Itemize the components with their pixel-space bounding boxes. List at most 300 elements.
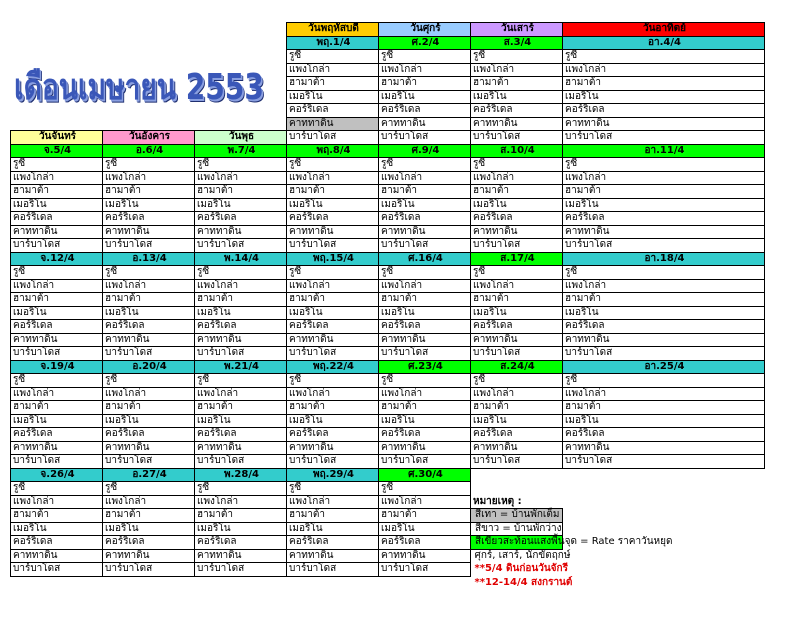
room-cell: คาททาดิน xyxy=(287,333,379,347)
room-cell: คาททาดิน xyxy=(103,225,195,239)
blank-cell xyxy=(195,576,287,590)
room-cell: รูซี่ xyxy=(379,374,471,388)
date-cell: ศ.9/4 xyxy=(379,144,471,158)
room-cell: คาททาดิน xyxy=(195,549,287,563)
room-cell: บาร์บาโดส xyxy=(11,347,103,361)
date-cell: จ.12/4 xyxy=(11,252,103,266)
room-cell: ฮามาต้า xyxy=(563,77,765,91)
day-header: วันพฤหัสบดี xyxy=(287,23,379,37)
date-cell: พฤ.29/4 xyxy=(287,468,379,482)
room-cell: เมอริโน xyxy=(11,306,103,320)
room-cell: คอร์ริเดล xyxy=(11,428,103,442)
room-cell: แพงโกล่า xyxy=(379,387,471,401)
day-header: วันพุธ xyxy=(195,131,287,145)
date-cell: ศ.30/4 xyxy=(379,468,471,482)
room-cell: ฮามาต้า xyxy=(195,293,287,307)
room-cell: เมอริโน xyxy=(379,522,471,536)
room-cell: คอร์ริเดล xyxy=(379,104,471,118)
room-row xyxy=(11,387,765,401)
date-row xyxy=(11,360,765,374)
room-cell: บาร์บาโดส xyxy=(11,239,103,253)
date-cell: พ.14/4 xyxy=(195,252,287,266)
room-cell: บาร์บาโดส xyxy=(195,563,287,577)
date-cell: ศ.23/4 xyxy=(379,360,471,374)
room-cell: รูซี่ xyxy=(379,482,471,496)
date-cell: จ.19/4 xyxy=(11,360,103,374)
date-cell: อ.13/4 xyxy=(103,252,195,266)
blank-cell xyxy=(563,495,765,509)
room-row xyxy=(11,414,765,428)
room-cell: คาททาดิน xyxy=(103,333,195,347)
date-cell: ส.24/4 xyxy=(471,360,563,374)
day-header: วันอาทิตย์ xyxy=(563,23,765,37)
room-row xyxy=(11,549,765,563)
room-cell: เมอริโน xyxy=(103,198,195,212)
blank-cell xyxy=(379,576,471,590)
room-cell: คาททาดิน xyxy=(103,549,195,563)
room-cell: รูซี่ xyxy=(471,374,563,388)
room-cell: คาททาดิน xyxy=(195,225,287,239)
room-cell: คาททาดิน xyxy=(471,225,563,239)
room-cell: บาร์บาโดส xyxy=(11,455,103,469)
room-row xyxy=(11,266,765,280)
room-cell: คอร์ริเดล xyxy=(379,320,471,334)
date-cell: ศ.2/4 xyxy=(379,36,471,50)
room-cell: คอร์ริเดล xyxy=(11,536,103,550)
room-cell: แพงโกล่า xyxy=(103,495,195,509)
room-cell: เมอริโน xyxy=(287,90,379,104)
room-cell: แพงโกล่า xyxy=(195,171,287,185)
room-cell: คาททาดิน xyxy=(563,225,765,239)
room-cell: คาททาดิน xyxy=(103,441,195,455)
blank-cell xyxy=(11,50,103,64)
room-row xyxy=(11,333,765,347)
room-cell: บาร์บาโดส xyxy=(287,455,379,469)
room-cell: เมอริโน xyxy=(195,306,287,320)
room-cell: บาร์บาโดส xyxy=(11,563,103,577)
date-cell: อ.27/4 xyxy=(103,468,195,482)
room-cell: คอร์ริเดล xyxy=(103,428,195,442)
room-cell: เมอริโน xyxy=(287,414,379,428)
room-cell: ฮามาต้า xyxy=(103,401,195,415)
room-cell: รูซี่ xyxy=(103,158,195,172)
room-cell: แพงโกล่า xyxy=(471,171,563,185)
blank-cell xyxy=(563,482,765,496)
room-cell: แพงโกล่า xyxy=(287,387,379,401)
room-cell: คอร์ริเดล xyxy=(563,320,765,334)
date-row xyxy=(11,252,765,266)
room-row xyxy=(11,522,765,536)
room-row xyxy=(11,293,765,307)
room-cell: บาร์บาโดส xyxy=(195,455,287,469)
room-row xyxy=(11,158,765,172)
blank-cell xyxy=(11,576,103,590)
room-cell: เมอริโน xyxy=(471,198,563,212)
room-cell: คอร์ริเดล xyxy=(195,536,287,550)
blank-cell xyxy=(11,104,103,118)
room-cell: ฮามาต้า xyxy=(287,509,379,523)
room-cell: รูซี่ xyxy=(287,266,379,280)
day-header-row xyxy=(11,23,765,37)
legend-gray-text: สีเทา = บ้านพักเต็ม xyxy=(475,509,560,521)
room-cell: คอร์ริเดล xyxy=(471,320,563,334)
legend-white-text: สีขาว = บ้านพักว่าง xyxy=(475,522,562,534)
room-row xyxy=(11,50,765,64)
room-row xyxy=(11,563,765,577)
room-cell: คอร์ริเดล xyxy=(287,428,379,442)
room-cell: เมอริโน xyxy=(379,198,471,212)
room-cell: ฮามาต้า xyxy=(471,77,563,91)
room-row xyxy=(11,509,765,523)
room-cell: ฮามาต้า xyxy=(379,293,471,307)
room-cell: รูซี่ xyxy=(471,266,563,280)
room-cell: ฮามาต้า xyxy=(103,509,195,523)
room-cell: บาร์บาโดส xyxy=(563,455,765,469)
room-row xyxy=(11,212,765,226)
room-cell: บาร์บาโดส xyxy=(471,455,563,469)
legend-green-text-2: ศุกร์, เสาร์, นักขัตฤกษ์ xyxy=(474,549,571,561)
room-cell: ฮามาต้า xyxy=(379,185,471,199)
room-cell: รูซี่ xyxy=(195,158,287,172)
date-cell: อา.25/4 xyxy=(563,360,765,374)
blank-cell xyxy=(563,468,765,482)
room-row xyxy=(11,117,765,131)
room-cell: คอร์ริเดล xyxy=(287,212,379,226)
date-cell: พ.21/4 xyxy=(195,360,287,374)
room-cell: คอร์ริเดล xyxy=(563,104,765,118)
room-cell: แพงโกล่า xyxy=(379,63,471,77)
room-cell: บาร์บาโดส xyxy=(471,239,563,253)
room-row xyxy=(11,63,765,77)
room-cell: รูซี่ xyxy=(287,374,379,388)
room-cell: คาททาดิน xyxy=(471,441,563,455)
booking-calendar xyxy=(10,22,765,590)
room-cell: บาร์บาโดส xyxy=(103,347,195,361)
room-cell: แพงโกล่า xyxy=(287,63,379,77)
room-cell: บาร์บาโดส xyxy=(471,131,563,145)
date-cell: จ.5/4 xyxy=(11,144,103,158)
blank-cell xyxy=(103,77,195,91)
room-cell: ฮามาต้า xyxy=(563,401,765,415)
room-cell: เมอริโน xyxy=(287,198,379,212)
room-cell: คาททาดิน xyxy=(471,117,563,131)
blank-cell xyxy=(103,90,195,104)
room-cell: รูซี่ xyxy=(563,374,765,388)
room-cell: คาททาดิน xyxy=(195,441,287,455)
room-cell: คาททาดิน xyxy=(379,333,471,347)
date-row xyxy=(11,468,765,482)
date-cell: อา.4/4 xyxy=(563,36,765,50)
room-cell: คอร์ริเดล xyxy=(287,104,379,118)
room-cell: เมอริโน xyxy=(563,198,765,212)
room-cell: เมอริโน xyxy=(563,414,765,428)
blank-cell xyxy=(195,77,287,91)
room-cell: ฮามาต้า xyxy=(379,77,471,91)
room-cell: แพงโกล่า xyxy=(379,495,471,509)
room-cell: แพงโกล่า xyxy=(103,279,195,293)
room-cell: ฮามาต้า xyxy=(103,185,195,199)
room-cell: เมอริโน xyxy=(195,522,287,536)
room-cell: บาร์บาโดส xyxy=(287,239,379,253)
date-cell: อ.20/4 xyxy=(103,360,195,374)
room-cell: คอร์ริเดล xyxy=(103,536,195,550)
room-cell: บาร์บาโดส xyxy=(287,563,379,577)
room-cell: แพงโกล่า xyxy=(287,495,379,509)
room-row xyxy=(11,428,765,442)
blank-cell xyxy=(471,468,563,482)
room-row xyxy=(11,104,765,118)
room-cell: บาร์บาโดส xyxy=(563,131,765,145)
room-row xyxy=(11,306,765,320)
room-row xyxy=(11,225,765,239)
blank-cell xyxy=(195,63,287,77)
room-cell: คอร์ริเดล xyxy=(11,212,103,226)
room-cell: บาร์บาโดส xyxy=(471,347,563,361)
date-cell: พ.28/4 xyxy=(195,468,287,482)
room-cell: เมอริโน xyxy=(195,414,287,428)
page-title: เดือนเมษายน 2553 xyxy=(14,67,264,108)
room-cell: แพงโกล่า xyxy=(287,171,379,185)
room-cell: ฮามาต้า xyxy=(471,293,563,307)
room-cell: ฮามาต้า xyxy=(195,185,287,199)
room-cell: คอร์ริเดล xyxy=(471,212,563,226)
room-row xyxy=(11,171,765,185)
room-cell: เมอริโน xyxy=(563,90,765,104)
room-cell: เมอริโน xyxy=(11,522,103,536)
room-cell: เมอริโน xyxy=(287,522,379,536)
room-row xyxy=(11,401,765,415)
room-cell: รูซี่ xyxy=(195,374,287,388)
room-row xyxy=(11,279,765,293)
room-cell: ฮามาต้า xyxy=(11,401,103,415)
date-cell: จ.26/4 xyxy=(11,468,103,482)
room-cell: คอร์ริเดล xyxy=(471,104,563,118)
room-cell: คาททาดิน xyxy=(287,117,379,131)
room-cell: คาททาดิน xyxy=(563,333,765,347)
legend-note-songkran: **12-14/4 สงกรานต์ xyxy=(474,576,573,588)
room-cell: คอร์ริเดล xyxy=(379,212,471,226)
room-cell: คาททาดิน xyxy=(379,225,471,239)
blank-cell xyxy=(103,63,195,77)
room-cell: ฮามาต้า xyxy=(563,185,765,199)
date-cell: อา.18/4 xyxy=(563,252,765,266)
room-cell: คอร์ริเดล xyxy=(195,428,287,442)
room-cell: ฮามาต้า xyxy=(287,185,379,199)
room-cell: คอร์ริเดล xyxy=(471,428,563,442)
room-cell: รูซี่ xyxy=(563,158,765,172)
blank-cell xyxy=(103,23,195,37)
blank-cell xyxy=(103,576,195,590)
date-cell: พฤ.1/4 xyxy=(287,36,379,50)
room-cell: แพงโกล่า xyxy=(195,495,287,509)
room-cell: ฮามาต้า xyxy=(379,509,471,523)
blank-cell xyxy=(11,63,103,77)
room-cell: แพงโกล่า xyxy=(11,495,103,509)
room-cell: เมอริโน xyxy=(103,414,195,428)
blank-cell xyxy=(103,117,195,131)
room-cell: รูซี่ xyxy=(563,266,765,280)
room-row xyxy=(11,482,765,496)
room-cell: ฮามาต้า xyxy=(379,401,471,415)
room-row xyxy=(11,198,765,212)
room-cell: บาร์บาโดส xyxy=(563,347,765,361)
room-cell: บาร์บาโดส xyxy=(103,563,195,577)
room-row xyxy=(11,239,765,253)
room-cell: คอร์ริเดล xyxy=(103,212,195,226)
room-cell: แพงโกล่า xyxy=(287,279,379,293)
room-cell: เมอริโน xyxy=(379,414,471,428)
room-row xyxy=(11,374,765,388)
room-cell: รูซี่ xyxy=(287,158,379,172)
date-cell: อา.11/4 xyxy=(563,144,765,158)
room-row xyxy=(11,185,765,199)
room-cell: ฮามาต้า xyxy=(11,293,103,307)
date-cell: อ.6/4 xyxy=(103,144,195,158)
room-cell: คาททาดิน xyxy=(11,225,103,239)
blank-cell xyxy=(195,104,287,118)
room-cell: คอร์ริเดล xyxy=(379,536,471,550)
room-cell: แพงโกล่า xyxy=(195,387,287,401)
room-cell: แพงโกล่า xyxy=(103,387,195,401)
room-cell: แพงโกล่า xyxy=(11,279,103,293)
blank-cell xyxy=(195,117,287,131)
room-cell: คาททาดิน xyxy=(287,225,379,239)
room-cell: เมอริโน xyxy=(287,306,379,320)
room-cell: เมอริโน xyxy=(195,198,287,212)
blank-cell xyxy=(103,36,195,50)
room-cell: คอร์ริเดล xyxy=(379,428,471,442)
legend-green-text: สีเขียวสะท้อนแสงพื้นจุด = Rate ราคาวันหยุด xyxy=(475,536,673,548)
day-header-row xyxy=(11,131,765,145)
blank-cell xyxy=(11,90,103,104)
room-cell: ฮามาต้า xyxy=(103,293,195,307)
room-cell: แพงโกล่า xyxy=(11,171,103,185)
room-cell: บาร์บาโดส xyxy=(103,455,195,469)
room-cell: รูซี่ xyxy=(103,266,195,280)
blank-cell xyxy=(103,50,195,64)
room-cell: แพงโกล่า xyxy=(195,279,287,293)
date-cell: ส.3/4 xyxy=(471,36,563,50)
room-cell: แพงโกล่า xyxy=(563,171,765,185)
room-cell: คอร์ริเดล xyxy=(563,212,765,226)
legend-note-chakri: **5/4 ดินก่อนวันจักรี xyxy=(474,563,568,575)
room-cell: รูซี่ xyxy=(11,482,103,496)
blank-cell xyxy=(11,117,103,131)
room-row xyxy=(11,455,765,469)
date-cell: ศ.16/4 xyxy=(379,252,471,266)
note-row xyxy=(11,576,765,590)
legend-heading: หมายเหตุ : xyxy=(473,495,522,507)
room-cell: รูซี่ xyxy=(563,50,765,64)
date-cell: พฤ.22/4 xyxy=(287,360,379,374)
room-row xyxy=(11,320,765,334)
date-row xyxy=(11,36,765,50)
room-cell: คาททาดิน xyxy=(379,441,471,455)
room-cell: เมอริโน xyxy=(103,522,195,536)
room-cell: แพงโกล่า xyxy=(563,279,765,293)
room-cell: เมอริโน xyxy=(379,90,471,104)
room-cell: รูซี่ xyxy=(379,50,471,64)
room-cell: เมอริโน xyxy=(471,90,563,104)
room-cell: คอร์ริเดล xyxy=(563,428,765,442)
room-cell: รูซี่ xyxy=(287,50,379,64)
room-cell: รูซี่ xyxy=(379,266,471,280)
room-cell: บาร์บาโดส xyxy=(379,239,471,253)
blank-cell xyxy=(195,90,287,104)
room-cell: บาร์บาโดส xyxy=(103,239,195,253)
blank-cell xyxy=(11,77,103,91)
room-cell: เมอริโน xyxy=(379,306,471,320)
room-cell: ฮามาต้า xyxy=(563,293,765,307)
room-cell: รูซี่ xyxy=(471,158,563,172)
room-cell: คาททาดิน xyxy=(11,549,103,563)
date-cell: ส.17/4 xyxy=(471,252,563,266)
room-cell: รูซี่ xyxy=(103,374,195,388)
room-cell: ฮามาต้า xyxy=(471,185,563,199)
room-row xyxy=(11,347,765,361)
room-cell: แพงโกล่า xyxy=(471,279,563,293)
room-cell: แพงโกล่า xyxy=(379,171,471,185)
room-cell: คอร์ริเดล xyxy=(103,320,195,334)
room-cell: คอร์ริเดล xyxy=(287,536,379,550)
room-cell: ฮามาต้า xyxy=(287,293,379,307)
room-cell: บาร์บาโดส xyxy=(563,239,765,253)
room-cell: รูซี่ xyxy=(379,158,471,172)
room-cell: คอร์ริเดล xyxy=(11,320,103,334)
room-cell: ฮามาต้า xyxy=(11,185,103,199)
room-cell: แพงโกล่า xyxy=(471,387,563,401)
blank-cell xyxy=(471,482,563,496)
room-cell: ฮามาต้า xyxy=(11,509,103,523)
day-header: วันเสาร์ xyxy=(471,23,563,37)
room-cell: คาททาดิน xyxy=(379,549,471,563)
room-cell: แพงโกล่า xyxy=(563,63,765,77)
room-cell: รูซี่ xyxy=(287,482,379,496)
room-cell: รูซี่ xyxy=(11,374,103,388)
room-cell: บาร์บาโดส xyxy=(195,347,287,361)
room-cell: ฮามาต้า xyxy=(287,77,379,91)
room-cell: คาททาดิน xyxy=(11,441,103,455)
room-cell: ฮามาต้า xyxy=(195,509,287,523)
day-header: วันศุกร์ xyxy=(379,23,471,37)
date-row xyxy=(11,144,765,158)
blank-cell xyxy=(195,23,287,37)
room-cell: คาททาดิน xyxy=(287,549,379,563)
room-cell: ฮามาต้า xyxy=(195,401,287,415)
date-cell: พฤ.15/4 xyxy=(287,252,379,266)
room-cell: คาททาดิน xyxy=(563,117,765,131)
room-cell: รูซี่ xyxy=(103,482,195,496)
room-cell: คาททาดิน xyxy=(471,333,563,347)
date-cell: ส.10/4 xyxy=(471,144,563,158)
room-cell: คอร์ริเดล xyxy=(195,212,287,226)
room-cell: แพงโกล่า xyxy=(379,279,471,293)
blank-cell xyxy=(287,576,379,590)
room-cell: บาร์บาโดส xyxy=(379,563,471,577)
room-cell: บาร์บาโดส xyxy=(287,347,379,361)
room-cell: คาททาดิน xyxy=(287,441,379,455)
room-cell: แพงโกล่า xyxy=(471,63,563,77)
room-cell: คอร์ริเดล xyxy=(287,320,379,334)
room-cell: บาร์บาโดส xyxy=(379,131,471,145)
room-cell: บาร์บาโดส xyxy=(287,131,379,145)
room-cell: ฮามาต้า xyxy=(471,401,563,415)
room-row xyxy=(11,495,765,509)
room-cell: เมอริโน xyxy=(471,414,563,428)
room-row xyxy=(11,441,765,455)
date-cell: พฤ.8/4 xyxy=(287,144,379,158)
room-cell: บาร์บาโดส xyxy=(379,347,471,361)
